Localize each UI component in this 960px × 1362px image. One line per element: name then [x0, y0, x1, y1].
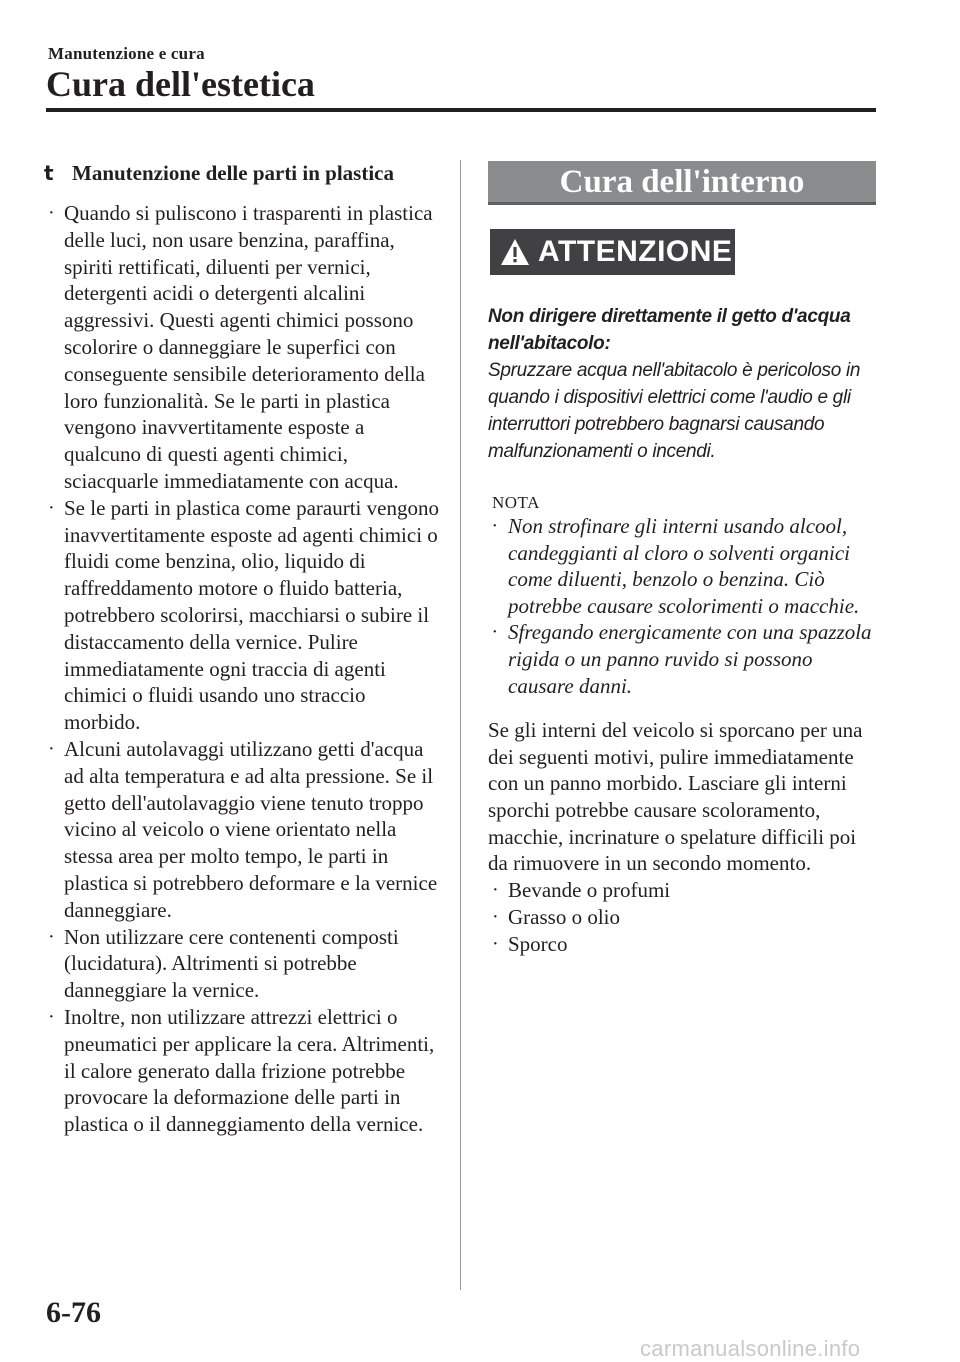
interior-paragraph: Se gli interni del veicolo si sporcano per una dei seguenti motivi, pulire immediatamente con un panno morbido. Lasciare gli interni sporchi potrebbe causare scoloramento, macchie, incrinature o spelature difficili poi da rimuovere in un secondo momento. — [488, 718, 863, 876]
list-item: · Quando si puliscono i trasparenti in plastica delle luci, non usare benzina, paraffina, spiriti rettificati, diluenti per vernici, detergenti acidi o detergenti alcalini aggressivi. Questi agenti chimici possono scolorire o danneggiare le superfici con conseguente sensibile deterioramento della loro funzionalità. Se le parti in plastica vengono inavvertitamente esposte a qualcuno di questi agenti chimici, sciacquarle immediatamente con acqua. — [48, 201, 433, 493]
note-list — [488, 513, 880, 699]
list-item: · Non utilizzare cere contenenti composti (lucidatura). Altrimenti si potrebbe danneggiare la vernice. — [48, 924, 399, 1003]
watermark: carmanualsonline.info — [640, 1336, 861, 1361]
list-item: · Non strofinare gli interni usando alcool, candeggianti al cloro o solventi organici come diluenti, benzolo o benzina. Ciò potrebbe causare scolorimenti o macchie. — [492, 514, 860, 618]
section-heading-bar: Cura dell'interno — [488, 161, 876, 205]
page-title: Cura dell'estetica — [46, 64, 315, 104]
warning-body: Spruzzare acqua nell'abitacolo è pericoloso in quando i dispositivi elettrici come l'audio e gli interruttori potrebbero bagnarsi causando malfunzionamenti o incendi. — [488, 360, 861, 462]
column-divider — [460, 160, 461, 1290]
page-number: 6-76 — [46, 1296, 101, 1329]
subheading-text: Manutenzione delle parti in plastica — [72, 161, 394, 185]
warning-label: ATTENZIONE — [538, 235, 733, 268]
list-item: · Sporco — [492, 931, 568, 956]
subheading — [44, 158, 444, 188]
note-label: NOTA — [492, 493, 540, 512]
list-item: · Grasso o olio — [492, 904, 620, 929]
left-column — [44, 158, 444, 1138]
plastic-care-list — [44, 200, 444, 1138]
list-item: · Alcuni autolavaggi utilizzano getti d'acqua ad alta temperatura e ad alta pressione. Se il getto dell'autolavaggio viene tenuto troppo vicino al veicolo o viene orientato nella stessa area per molto tempo, le parti in plastica si potrebbero deformare e la vernice danneggiare. — [48, 736, 438, 922]
bullet-icon: · — [492, 621, 497, 644]
bullet-icon: · — [492, 905, 499, 928]
section-marker-icon: t — [44, 161, 54, 185]
header-divider — [46, 108, 876, 112]
list-item: · Bevande o profumi — [492, 877, 671, 902]
bullet-icon: · — [48, 925, 55, 948]
bullet-icon: · — [48, 496, 55, 519]
warning-text — [488, 303, 880, 465]
bullet-icon: · — [48, 1005, 55, 1028]
warning-badge — [490, 229, 735, 275]
warning-lead: Non dirigere direttamente il getto d'acqua nell'abitacolo: — [488, 306, 851, 354]
list-item: · Se le parti in plastica come paraurti vengono inavvertitamente esposte ad agenti chimici o fluidi come benzina, olio, liquido di raffreddamento motore o fluido batteria, potrebbero scolorirsi, macchiarsi o subire il distaccamento della vernice. Pulire immediatamente ogni traccia di agenti chimici o fluidi usando uno straccio morbido. — [48, 495, 439, 735]
bullet-icon: · — [48, 202, 55, 224]
bullet-icon: · — [492, 932, 499, 955]
header-section-label: Manutenzione e cura — [48, 44, 205, 63]
right-column — [488, 161, 880, 958]
warning-triangle-icon — [500, 238, 530, 266]
bullet-icon: · — [492, 878, 499, 901]
bullet-icon: · — [492, 515, 497, 537]
list-item: · Sfregando energicamente con una spazzola rigida o un panno ruvido si possono causare danni. — [492, 620, 872, 698]
list-item: · Inoltre, non utilizzare attrezzi elettrici o pneumatici per applicare la cera. Altrimenti, il calore generato dalla frizione potrebbe provocare la deformazione delle parti in plastica o il danneggiamento della vernice. — [48, 1004, 435, 1137]
causes-list — [488, 877, 880, 958]
bullet-icon: · — [48, 737, 55, 760]
